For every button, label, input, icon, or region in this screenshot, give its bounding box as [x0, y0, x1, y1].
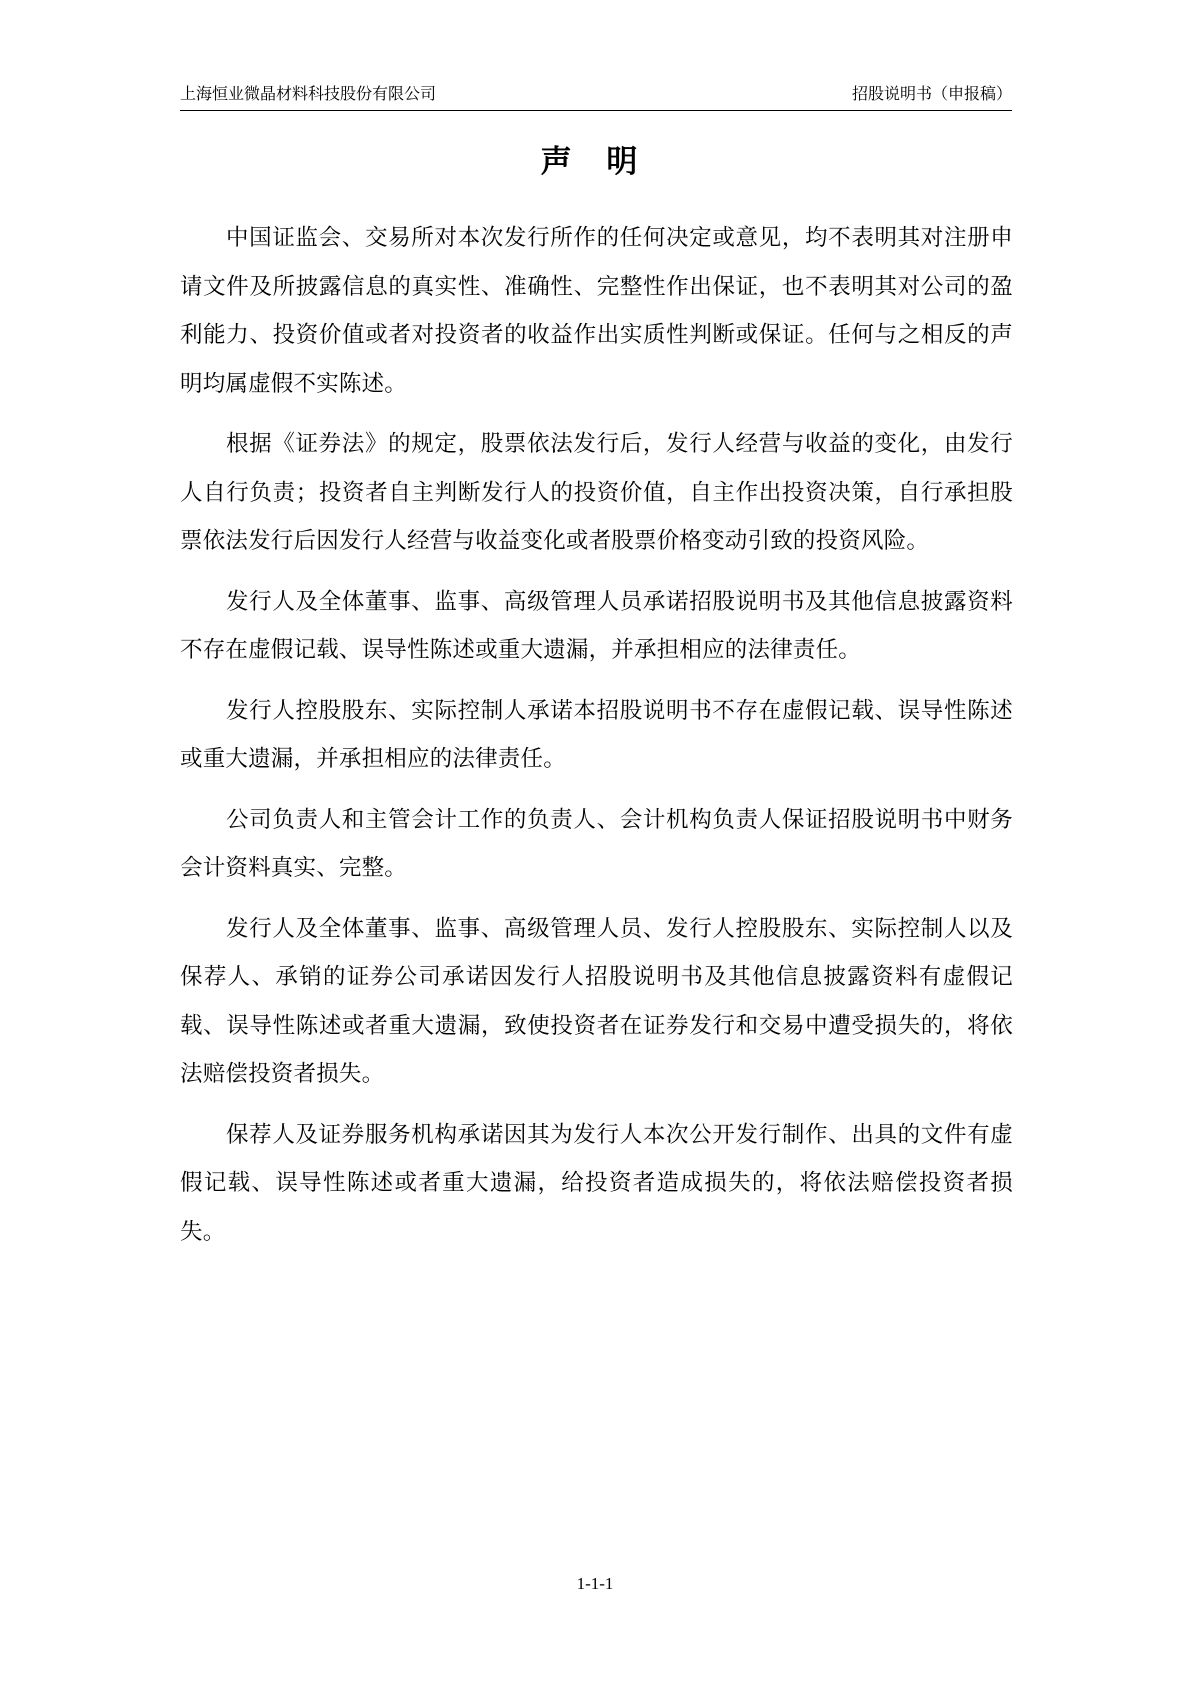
paragraph-controller-commitment: 发行人控股股东、实际控制人承诺本招股说明书不存在虚假记载、误导性陈述或重大遗漏，并承担相应的法律责任。 — [180, 697, 1013, 772]
paragraph-compensation-commitment: 发行人及全体董事、监事、高级管理人员、发行人控股股东、实际控制人以及保荐人、承销的证券公司承诺因发行人招股说明书及其他信息披露资料有虚假记载、误导性陈述或者重大遗漏，致使投资者在证券发行和交易中遭受损失的，将依法赔偿投资者损失。 — [180, 915, 1013, 1087]
declaration-body — [180, 214, 1013, 1268]
paragraph-financial-guarantee: 公司负责人和主管会计工作的负责人、会计机构负责人保证招股说明书中财务会计资料真实、完整。 — [180, 806, 1013, 881]
page-title: 声 明 — [540, 144, 650, 180]
header-company-name: 上海恒业微晶材料科技股份有限公司 — [180, 84, 437, 103]
paragraph-board-commitment: 发行人及全体董事、监事、高级管理人员承诺招股说明书及其他信息披露资料不存在虚假记载、误导性陈述或重大遗漏，并承担相应的法律责任。 — [180, 588, 1013, 663]
page-header — [180, 84, 1012, 111]
page-number: 1-1-1 — [576, 1574, 614, 1593]
paragraph-sponsor-commitment: 保荐人及证券服务机构承诺因其为发行人本次公开发行制作、出具的文件有虚假记载、误导性陈述或者重大遗漏，给投资者造成损失的，将依法赔偿投资者损失。 — [180, 1121, 1013, 1245]
header-document-type: 招股说明书（申报稿） — [851, 84, 1012, 103]
paragraph-securities-law: 根据《证券法》的规定，股票依法发行后，发行人经营与收益的变化，由发行人自行负责；投资者自主判断发行人的投资价值，自主作出投资决策，自行承担股票依法发行后因发行人经营与收益变化或者股票价格变动引致的投资风险。 — [180, 431, 1013, 554]
paragraph-csrc-disclaimer: 中国证监会、交易所对本次发行所作的任何决定或意见，均不表明其对注册申请文件及所披露信息的真实性、准确性、完整性作出保证，也不表明其对公司的盈利能力、投资价值或者对投资者的收益作出实质性判断或保证。任何与之相反的声明均属虚假不实陈述。 — [180, 225, 1013, 397]
